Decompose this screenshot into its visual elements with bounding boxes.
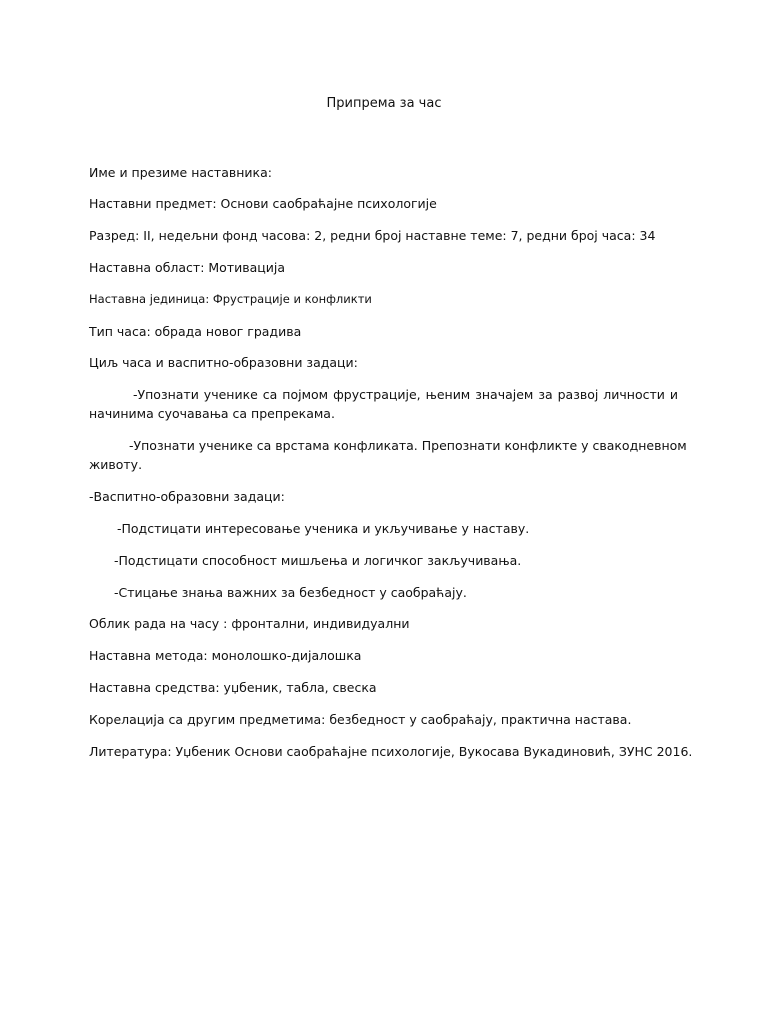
work-form-field: Облик рада на часу : фронтални, индивидуални — [89, 616, 410, 631]
goal-2-line-1: -Упознати ученике са врстама конфликата. Препознати конфликте у свакодневном — [129, 438, 687, 453]
correlation-field: Корелација са другим предметима: безбедност у саобраћају, практична настава. — [89, 712, 632, 727]
task-1: -Подстицати интересовање ученика и укључивање у наставу. — [117, 521, 530, 536]
subject-field: Наставни предмет: Основи саобраћајне психологије — [89, 196, 437, 211]
goal-1-line-2: начинима суочавања са препрекама. — [89, 406, 335, 421]
teaching-means-field: Наставна средства: уџбеник, табла, свеска — [89, 680, 377, 695]
method-field: Наставна метода: монолошко-дијалошка — [89, 648, 362, 663]
teacher-field: Име и презиме наставника: — [89, 165, 272, 180]
lesson-type-field: Тип часа: обрада новог градива — [89, 324, 302, 339]
goals-heading: Циљ часа и васпитно-образовни задаци: — [89, 355, 358, 370]
area-field: Наставна област: Мотивација — [89, 260, 286, 275]
page-title: Припрема за час — [326, 96, 442, 111]
tasks-heading: -Васпитно-образовни задаци: — [89, 489, 285, 504]
task-3: -Стицање знања важних за безбедност у саобраћају. — [114, 585, 467, 600]
grade-field: Разред: II, недељни фонд часова: 2, редни број наставне теме: 7, редни број часа: 34 — [89, 228, 656, 243]
unit-field: Наставна јединица: Фрустрације и конфликти — [89, 292, 372, 306]
task-2: -Подстицати способност мишљења и логичког закључивања. — [114, 553, 522, 568]
literature-field: Литература: Уџбеник Основи саобраћајне психологије, Вукосава Вукадиновић, ЗУНС 2016. — [89, 744, 693, 759]
goal-2-line-2: животу. — [89, 457, 143, 472]
goal-1-line-1: -Упознати ученике са појмом фрустрације, њеним значајем за развој личности и — [133, 387, 678, 402]
